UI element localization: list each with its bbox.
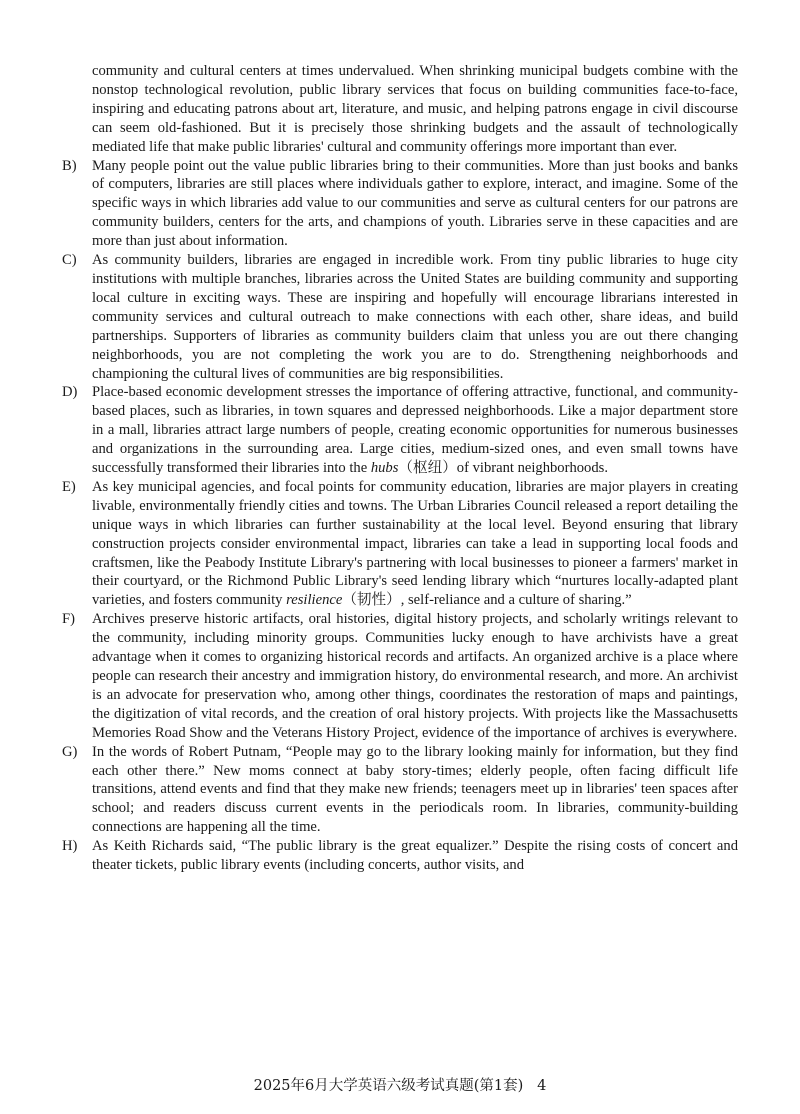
paragraph-text: Archives preserve historic artifacts, oral histories, digital history projects, and scholarly writings relevant to the community, including minority groups. Communities lucky enough to have archivists have a great advantage when it comes to organizing historical records and artifacts. An organized archive is a place where people can research their ancestry and immigration history, do environmental research, and more. An archivist is an advocate for preservation who, among other things, coordinates the restoration of maps and paintings, the digitization of vital records, and the creation of oral history projects. With projects like the Massachusetts Memories Road Show and the Veterans History Project, evidence of the importance of archives is everywhere. [92,611,738,741]
paragraph-text: Place-based economic development stresses the importance of offering attractive, functional, and community-based places, such as libraries, in town squares and depressed neighborhoods. Like a major department store in a mall, libraries attract large numbers of people, creating economic opportunities for numerous businesses and organizations in the surrounding area. Large cities, medium-sized ones, and even small towns have successfully transformed their libraries into the [92,384,738,477]
paragraph-g [62,743,738,838]
paragraph-letter: F) [62,611,75,628]
passage-body [62,62,738,875]
page-number: 4 [537,1078,547,1094]
paragraph-c [62,251,738,383]
paragraph-letter: C) [62,252,77,269]
paragraph-e [62,478,738,610]
paragraph-text: Many people point out the value public libraries bring to their communities. More than just books and banks of computers, libraries are still places where individuals gather to explore, interact, and imagine. Some of the specific ways in which libraries add value to our communities and serve as cultural centers for our patrons are community builders, centers for the arts, and champions of youth. Libraries serve in these capacities and are more than just about information. [92,157,738,250]
paragraph-letter: G) [62,743,78,760]
paragraph-text: As Keith Richards said, “The public library is the great equalizer.” Despite the rising costs of concert and theater tickets, public library events (including concerts, author visits, and [92,838,738,874]
paragraph-text-tail: （枢纽）of vibrant neighborhoods. [398,460,608,477]
paragraph-f [62,610,738,742]
paragraph-text-tail: （韧性）, self-reliance and a culture of sharing.” [342,592,632,609]
paragraph-letter: D) [62,384,78,401]
paragraph-text: As key municipal agencies, and focal points for community education, libraries are major players in creating livable, environmentally friendly cities and towns. The Urban Libraries Council released a report detailing the unique ways in which libraries can further sustainability at the local level. Beyond ensuring that library construction projects consider environmental impact, libraries can take a lead in supporting local foods and craftsmen, like the Peabody Institute Library's partnering with local businesses to pioneer a farmers' market in their courtyard, or the Richmond Public Library's seed lending library which “nurtures locally-adapted plant varieties, and fosters community [92,478,738,609]
paragraph-letter: H) [62,838,78,855]
intro-paragraph: community and cultural centers at times undervalued. When shrinking municipal budgets combine with the nonstop technological revolution, public library services that focus on building communities face-to-face, inspiring and educating patrons about art, literature, and music, and helping patrons engage in civil discourse can seem old-fashioned. But it is precisely those shrinking budgets and the assault of technologically mediated life that make public libraries' cultural and community offerings more important than ever. [92,63,738,155]
italic-term: resilience [286,592,343,609]
footer-title: 2025年6月大学英语六级考试真题(第1套) [253,1078,524,1094]
page-footer [0,1074,800,1095]
italic-term: hubs [370,460,399,477]
paragraph-h [62,837,738,875]
paragraph-d [62,383,738,478]
paragraph-letter: B) [62,157,77,174]
paragraph-b [62,157,738,252]
paragraph-text: As community builders, libraries are engaged in incredible work. From tiny public libraries to huge city institutions with multiple branches, libraries across the United States are building community and supporting local culture in exciting ways. These are inspiring and hopefully will encourage librarians interested in community services and cultural outreach to make connections with each other, share ideas, and build partnerships. Supporters of libraries as community builders claim that unless you are out there changing neighborhoods, you are not completing the work you are to do. Strengthening neighborhoods and championing the cultural lives of communities are big responsibilities. [92,252,738,382]
paragraph-letter: E) [62,478,76,495]
paragraph-text: In the words of Robert Putnam, “People may go to the library looking mainly for information, but they find each other there.” New moms connect at baby story-times; elderly people, often facing difficult life transitions, attend events and find that they make new friends; teenagers meet up in libraries' teen spaces after school; and readers discuss current events in the periodicals room. In libraries, community-building connections are happening all the time. [92,743,738,836]
